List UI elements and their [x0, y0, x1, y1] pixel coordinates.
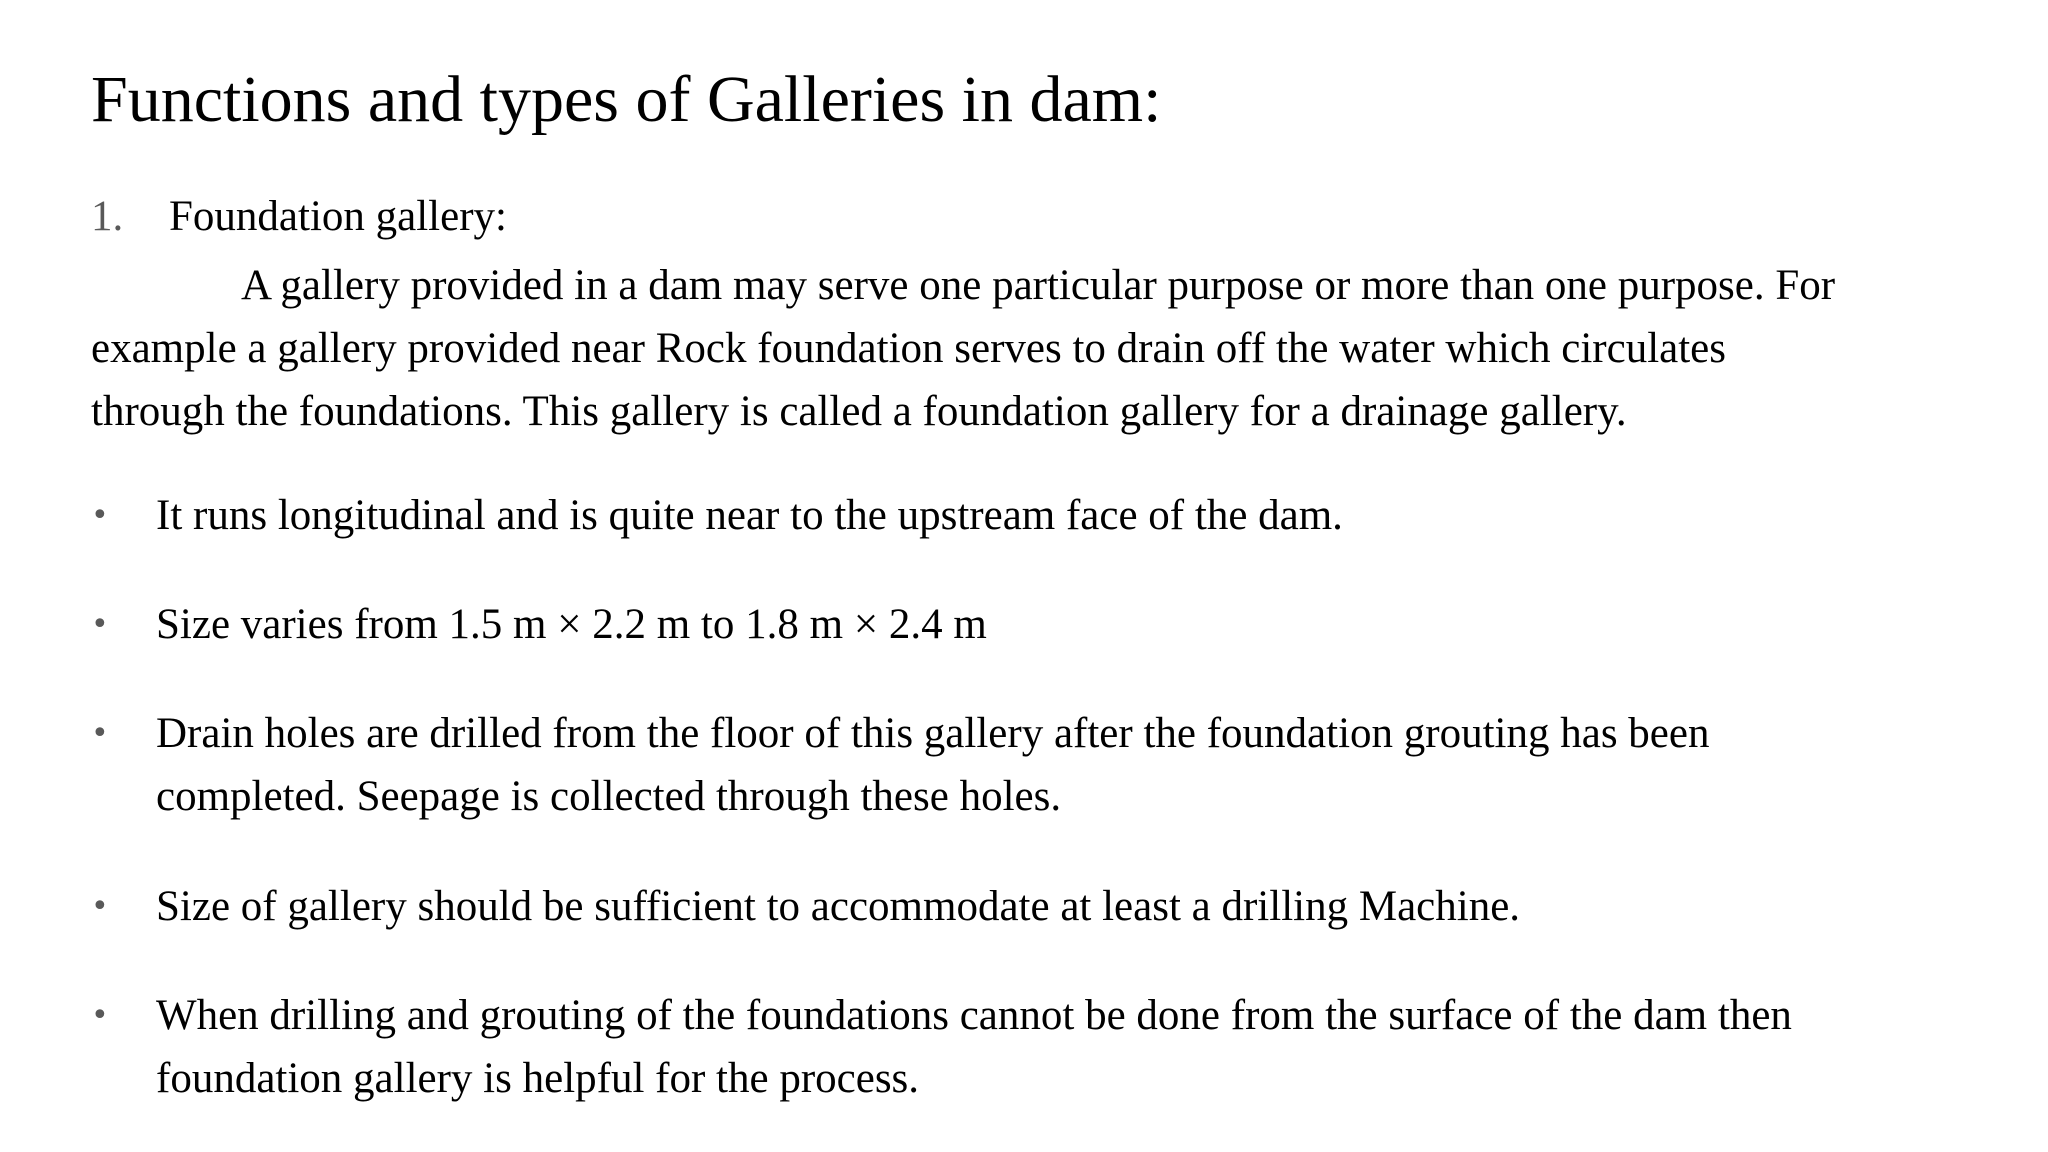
bullet-text — [156, 593, 2016, 656]
section-heading-text: Foundation gallery: — [169, 193, 507, 240]
bullet-text — [156, 875, 2016, 938]
paragraph-line: through the foundations. This gallery is called a foundation gallery for a drainage gallery. — [91, 388, 1627, 435]
bullet-icon: • — [91, 498, 109, 533]
section-number: 1. — [91, 193, 124, 240]
paragraph-line: A gallery provided in a dam may serve one particular purpose or more than one purpose. For — [241, 262, 1836, 309]
bullet-line: When drilling and grouting of the foundations cannot be done from the surface of the dam then — [156, 992, 1792, 1039]
bullet-text — [156, 984, 2016, 1110]
paragraph-line: example a gallery provided near Rock foundation serves to drain off the water which circulates — [91, 325, 1726, 372]
bullet-line: Size varies from 1.5 m × 2.2 m to 1.8 m × 2.4 m — [156, 601, 987, 648]
bullet-icon: • — [91, 889, 109, 924]
bullet-text — [156, 702, 2016, 828]
page-title: Functions and types of Galleries in dam: — [91, 63, 1162, 136]
section-paragraph — [91, 254, 1991, 443]
bullet-line: completed. Seepage is collected through these holes. — [156, 773, 1062, 820]
bullet-line: Drain holes are drilled from the floor of this gallery after the foundation grouting has been — [156, 710, 1710, 757]
bullet-icon: • — [91, 716, 109, 751]
section-heading — [91, 190, 507, 244]
bullet-icon: • — [91, 607, 109, 642]
bullet-line: foundation gallery is helpful for the process. — [156, 1055, 920, 1102]
bullet-line: It runs longitudinal and is quite near to the upstream face of the dam. — [156, 492, 1343, 539]
bullet-line: Size of gallery should be sufficient to accommodate at least a drilling Machine. — [156, 883, 1521, 930]
bullet-icon: • — [91, 998, 109, 1033]
bullet-text — [156, 484, 2016, 547]
